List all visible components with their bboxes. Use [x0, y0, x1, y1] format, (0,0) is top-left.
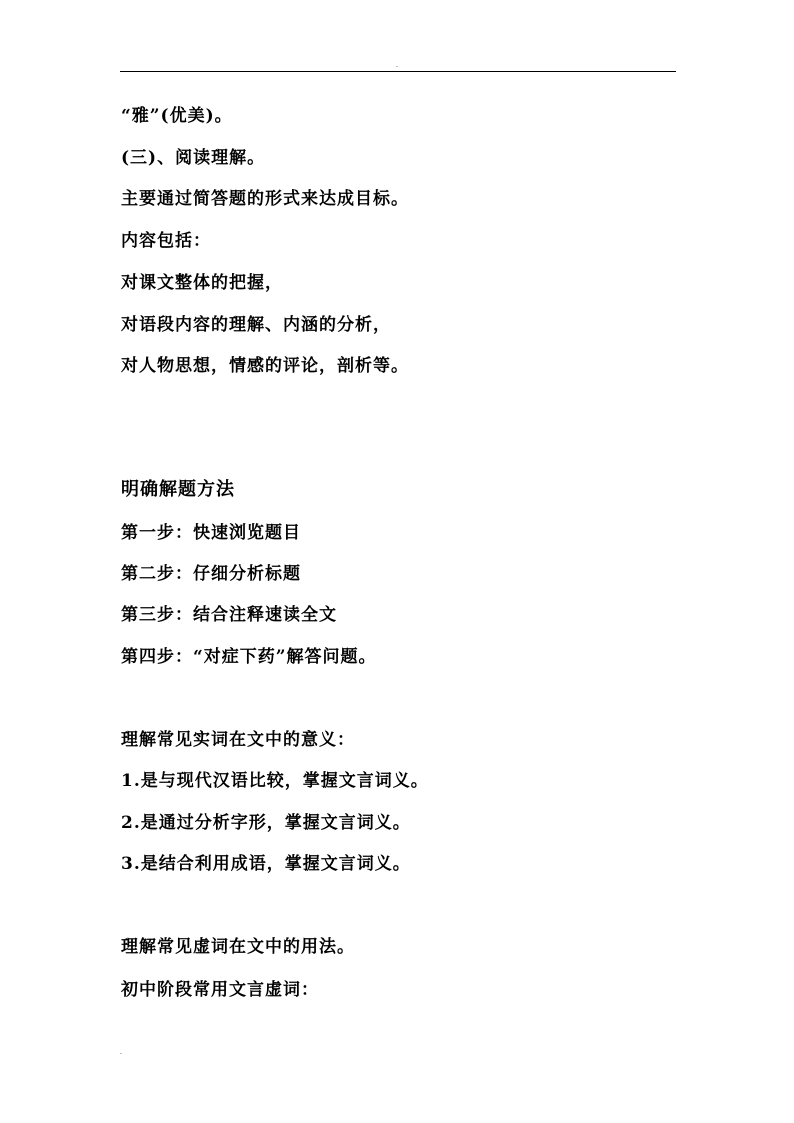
header-mark: . — [396, 62, 398, 69]
text-line-6: 对语段内容的理解、内涵的分析， — [121, 315, 391, 335]
text-line-step-2: 第二步：仔细分析标题 — [121, 564, 301, 584]
text-line-5: 对课文整体的把握， — [121, 273, 283, 293]
text-line-3: 主要通过简答题的形式来达成目标。 — [121, 189, 409, 209]
text-line-content-words: 理解常见实词在文中的意义： — [121, 730, 355, 750]
text-line-step-3: 第三步：结合注释速读全文 — [121, 605, 337, 625]
footer-mark: . — [120, 1049, 122, 1056]
text-line-junior-words: 初中阶段常用文言虚词： — [121, 980, 319, 1000]
header-rule — [120, 71, 676, 72]
text-line-point-3: 3.是结合利用成语，掌握文言词义。 — [121, 854, 411, 874]
text-line-point-1: 1.是与现代汉语比较，掌握文言词义。 — [121, 771, 429, 791]
text-line-1: “雅”(优美)。 — [121, 106, 233, 126]
text-line-step-4: 第四步：“对症下药”解答问题。 — [121, 647, 377, 667]
text-line-point-2: 2.是通过分析字形，掌握文言词义。 — [121, 813, 411, 833]
text-line-4: 内容包括： — [121, 231, 211, 251]
text-line-step-1: 第一步：快速浏览题目 — [121, 523, 301, 543]
text-line-7: 对人物思想，情感的评论，剖析等。 — [121, 356, 409, 376]
text-line-2: (三)、阅读理解。 — [121, 148, 266, 168]
text-line-function-words: 理解常见虚词在文中的用法。 — [121, 937, 355, 957]
section-heading-method: 明确解题方法 — [121, 479, 235, 500]
